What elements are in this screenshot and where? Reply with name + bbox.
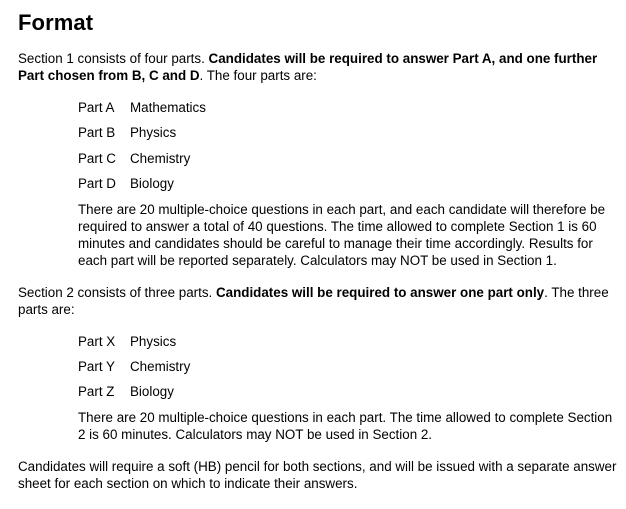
section1-note: There are 20 multiple-choice questions in each part, and each candidate will therefore be required to answer a total of 40 questions. The time allowed to complete Section 1 is 60 minutes and candidates should be careful to manage their time accordingly. Results for each part will be reported separately. Calculators may NOT be used in Section 1. bbox=[78, 201, 606, 268]
section2-intro-tail: . The three parts are: bbox=[18, 284, 609, 317]
list-item bbox=[78, 99, 608, 116]
part-code: Part C bbox=[78, 150, 116, 166]
part-subject: Mathematics bbox=[130, 100, 206, 115]
section1-parts-list bbox=[78, 99, 608, 192]
part-code: Part Z bbox=[78, 384, 115, 400]
part-code: Part X bbox=[78, 333, 116, 349]
part-subject: Chemistry bbox=[130, 150, 191, 166]
section1-intro bbox=[18, 50, 618, 84]
section1-intro-text: Section 1 consists of four parts. bbox=[18, 51, 209, 66]
part-subject: Physics bbox=[130, 125, 177, 141]
list-item bbox=[78, 150, 608, 167]
page-title: Format bbox=[18, 10, 94, 35]
section2-parts-list bbox=[78, 333, 608, 401]
closing-paragraph: Candidates will require a soft (HB) pencil for both sections, and will be issued with a separate answer sheet for each section on which to indicate their answers. bbox=[18, 458, 617, 491]
section2-intro-emphasis: Candidates will be required to answer one part only bbox=[215, 284, 545, 300]
part-code: Part A bbox=[78, 100, 115, 115]
section1-intro-emphasis: Candidates will be required to answer Part A, and one further Part chosen from B, C and D bbox=[18, 51, 598, 83]
section2-note: There are 20 multiple-choice questions in each part. The time allowed to complete Section 2 is 60 minutes. Calculators may NOT be used in Section 2. bbox=[78, 409, 613, 442]
section2-intro-text: Section 2 consists of three parts. bbox=[18, 284, 216, 300]
list-item bbox=[78, 124, 608, 141]
part-subject: Biology bbox=[130, 176, 174, 192]
list-item bbox=[78, 333, 608, 350]
section2-intro bbox=[18, 284, 618, 318]
part-code: Part D bbox=[78, 176, 116, 192]
part-subject: Biology bbox=[130, 384, 174, 400]
part-code: Part B bbox=[78, 125, 116, 141]
part-subject: Physics bbox=[130, 333, 177, 349]
part-code: Part Y bbox=[78, 358, 115, 374]
part-subject: Chemistry bbox=[130, 358, 191, 374]
list-item bbox=[78, 358, 608, 375]
list-item bbox=[78, 383, 608, 400]
list-item bbox=[78, 175, 608, 192]
section1-intro-tail: . The four parts are: bbox=[199, 68, 317, 83]
